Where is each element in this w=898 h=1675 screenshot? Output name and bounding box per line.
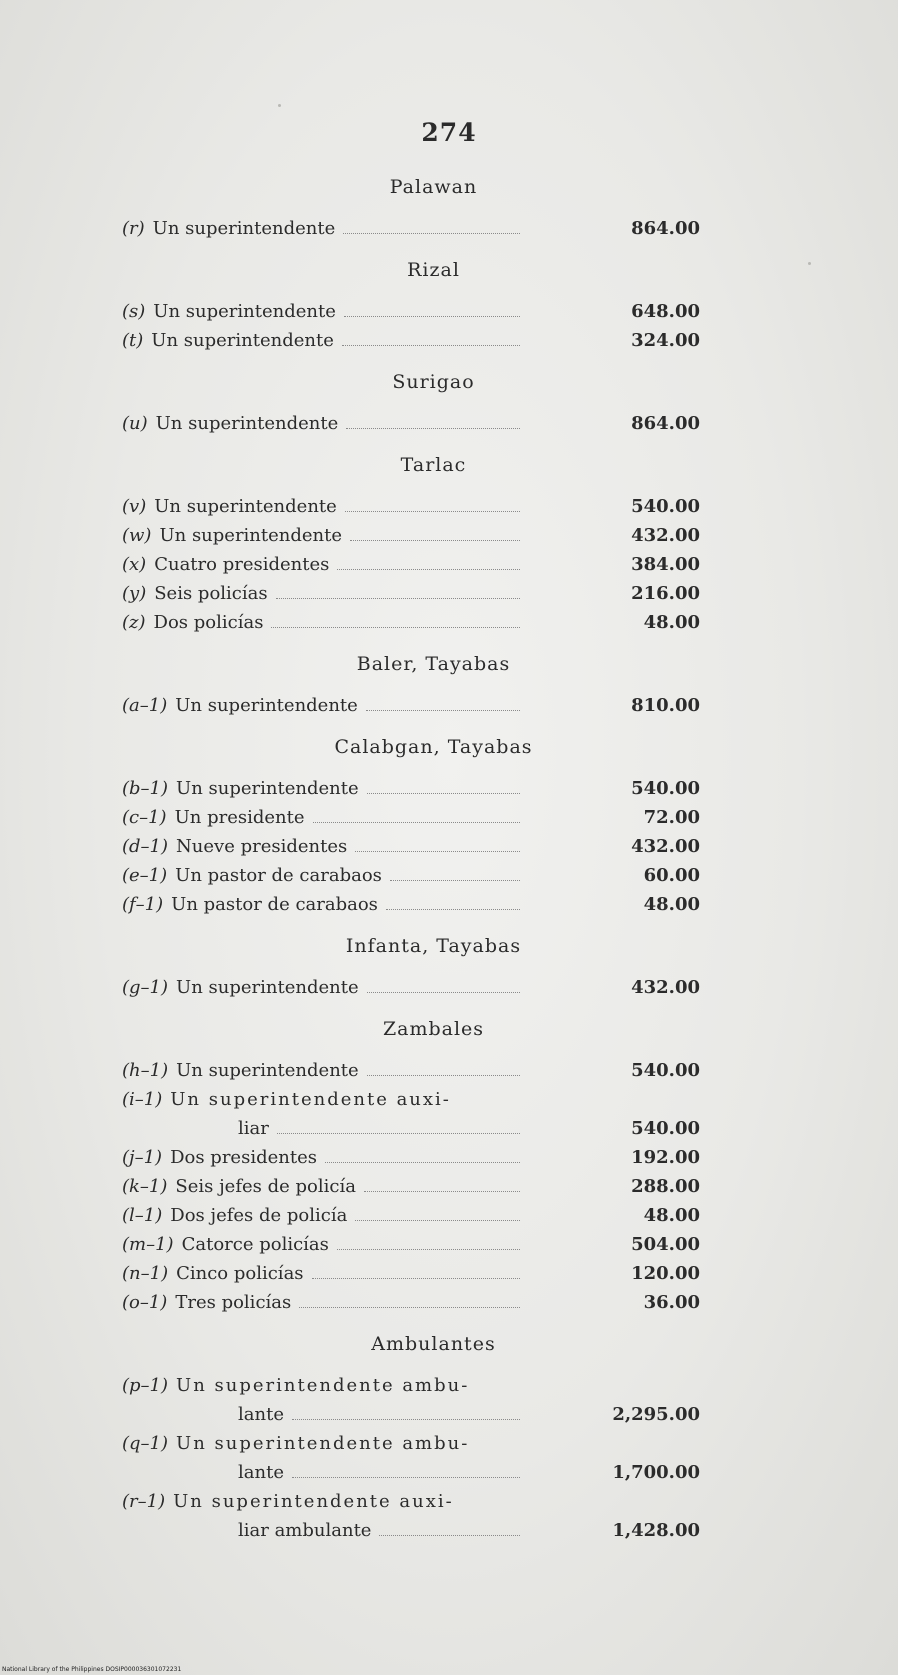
entry-description: Un superintendente [154, 496, 337, 517]
entry-tag: (f–1) [122, 894, 164, 915]
dot-leader [292, 1419, 520, 1420]
page-number: 274 [421, 118, 477, 147]
budget-entry [122, 579, 700, 608]
section-title: Rizal [407, 259, 460, 281]
budget-entry [122, 608, 700, 637]
entry-tag: (x) [122, 554, 147, 575]
budget-entry [122, 1487, 700, 1545]
budget-entry [122, 1288, 700, 1317]
section [122, 653, 700, 720]
dot-leader [379, 1535, 520, 1536]
entry-tag: (n–1) [122, 1263, 169, 1284]
entry-tag: (u) [122, 413, 148, 434]
entry-tag: (q–1) [122, 1433, 169, 1454]
budget-entry [122, 890, 700, 919]
dot-leader [366, 710, 520, 711]
section-title: Baler, Tayabas [356, 653, 511, 675]
dot-leader [277, 1133, 520, 1134]
dot-leader [364, 1191, 520, 1192]
entry-description: Un superintendente [151, 330, 334, 351]
entry-amount: 48.00 [643, 1205, 700, 1226]
budget-entry [122, 1259, 700, 1288]
budget-entry [122, 1429, 700, 1487]
entry-description: Un presidente [174, 807, 305, 828]
section-title: Ambulantes [371, 1333, 496, 1355]
dot-leader [367, 992, 520, 993]
entry-description: Un pastor de carabaos [171, 894, 378, 915]
paper-speck [278, 104, 281, 107]
dot-leader [355, 1220, 520, 1221]
entry-tag: (y) [122, 583, 147, 604]
budget-entry [122, 861, 700, 890]
budget-entry [122, 973, 700, 1002]
dot-leader [271, 627, 520, 628]
section [122, 1333, 700, 1545]
entry-amount: 648.00 [631, 301, 700, 322]
entry-tag: (s) [122, 301, 146, 322]
entry-amount: 864.00 [631, 413, 700, 434]
section [122, 736, 700, 919]
entry-amount: 36.00 [643, 1292, 700, 1313]
entry-amount: 192.00 [631, 1147, 700, 1168]
entry-description: Tres policías [175, 1292, 292, 1313]
entry-description: Un superintendente [176, 1060, 359, 1081]
entry-amount: 432.00 [631, 525, 700, 546]
entry-description: Un superintendente auxi- [170, 1089, 451, 1110]
section-title: Tarlac [400, 454, 467, 476]
budget-entry [122, 691, 700, 720]
dot-leader [299, 1307, 520, 1308]
dot-leader [344, 316, 520, 317]
dot-leader [313, 822, 521, 823]
entry-tag: (e–1) [122, 865, 168, 886]
section-title: Zambales [382, 1018, 485, 1040]
entry-description: Cinco policías [176, 1263, 304, 1284]
scan-footer: National Library of the Philippines DOSIP000036301072231 [2, 1666, 182, 1673]
budget-entry [122, 1085, 700, 1143]
entry-description-continued: lante [238, 1404, 284, 1425]
dot-leader [312, 1278, 520, 1279]
dot-leader [367, 1075, 520, 1076]
entry-tag: (k–1) [122, 1176, 168, 1197]
entry-tag: (t) [122, 330, 144, 351]
section [122, 371, 700, 438]
entry-amount: 120.00 [631, 1263, 700, 1284]
budget-entry [122, 803, 700, 832]
entry-tag: (w) [122, 525, 152, 546]
entry-amount: 384.00 [631, 554, 700, 575]
entry-description: Dos jefes de policía [170, 1205, 348, 1226]
entry-tag: (l–1) [122, 1205, 163, 1226]
section [122, 454, 700, 637]
entry-amount: 810.00 [631, 695, 700, 716]
entry-description: Un superintendente [152, 218, 336, 239]
entry-tag: (j–1) [122, 1147, 163, 1168]
section [122, 176, 700, 243]
section [122, 1018, 700, 1317]
entry-tag: (p–1) [122, 1375, 169, 1396]
entry-description: Un superintendente ambu- [176, 1433, 470, 1454]
entry-amount: 432.00 [631, 836, 700, 857]
entry-amount: 288.00 [631, 1176, 700, 1197]
dot-leader [345, 511, 520, 512]
dot-leader [343, 233, 520, 234]
entry-amount: 540.00 [631, 496, 700, 517]
entry-amount: 504.00 [631, 1234, 700, 1255]
entry-amount: 540.00 [631, 778, 700, 799]
entry-tag: (r) [122, 218, 145, 239]
entry-description: Nueve presidentes [176, 836, 348, 857]
budget-entry [122, 832, 700, 861]
dot-leader [337, 569, 520, 570]
dot-leader [390, 880, 520, 881]
section-title: Infanta, Tayabas [345, 935, 522, 957]
entry-tag: (i–1) [122, 1089, 163, 1110]
entry-amount: 60.00 [643, 865, 700, 886]
budget-entry [122, 214, 700, 243]
entry-amount: 72.00 [643, 807, 700, 828]
entry-amount: 432.00 [631, 977, 700, 998]
entry-tag: (m–1) [122, 1234, 174, 1255]
entry-description: Un superintendente auxi- [173, 1491, 454, 1512]
budget-entry [122, 521, 700, 550]
budget-entry [122, 1230, 700, 1259]
entry-description-continued: liar ambulante [238, 1520, 372, 1541]
entry-description: Dos policías [153, 612, 264, 633]
dot-leader [346, 428, 520, 429]
dot-leader [350, 540, 520, 541]
entry-description-continued: liar [238, 1118, 269, 1139]
dot-leader [355, 851, 520, 852]
entry-description-continued: lante [238, 1462, 284, 1483]
entry-tag: (g–1) [122, 977, 169, 998]
entry-tag: (z) [122, 612, 146, 633]
entry-amount: 864.00 [631, 218, 700, 239]
budget-entry [122, 1371, 700, 1429]
entry-tag: (h–1) [122, 1060, 169, 1081]
entry-description: Un superintendente [176, 977, 359, 998]
entry-description: Seis policías [154, 583, 268, 604]
budget-entry [122, 409, 700, 438]
dot-leader [386, 909, 520, 910]
entry-tag: (r–1) [122, 1491, 166, 1512]
entry-amount: 2,295.00 [612, 1404, 700, 1425]
entry-description: Un superintendente [159, 525, 343, 546]
entry-amount: 540.00 [631, 1060, 700, 1081]
budget-entry [122, 1172, 700, 1201]
budget-listing [122, 176, 700, 1561]
entry-description: Un superintendente [155, 413, 339, 434]
section-title: Calabgan, Tayabas [334, 736, 533, 758]
entry-description: Seis jefes de policía [175, 1176, 356, 1197]
budget-entry [122, 1056, 700, 1085]
entry-description: Dos presidentes [170, 1147, 317, 1168]
paper-speck [808, 262, 811, 265]
entry-amount: 324.00 [631, 330, 700, 351]
entry-tag: (d–1) [122, 836, 169, 857]
entry-tag: (c–1) [122, 807, 167, 828]
entry-tag: (v) [122, 496, 147, 517]
entry-description: Un superintendente [176, 778, 359, 799]
budget-entry [122, 326, 700, 355]
budget-entry [122, 492, 700, 521]
entry-amount: 1,428.00 [612, 1520, 700, 1541]
entry-amount: 216.00 [631, 583, 700, 604]
entry-tag: (o–1) [122, 1292, 168, 1313]
budget-entry [122, 1143, 700, 1172]
entry-description: Un superintendente [175, 695, 358, 716]
section [122, 259, 700, 355]
budget-entry [122, 297, 700, 326]
entry-amount: 48.00 [643, 612, 700, 633]
entry-description: Un superintendente [153, 301, 336, 322]
dot-leader [325, 1162, 520, 1163]
entry-description: Un pastor de carabaos [175, 865, 382, 886]
dot-leader [337, 1249, 520, 1250]
budget-entry [122, 774, 700, 803]
budget-entry [122, 550, 700, 579]
section-title: Surigao [392, 371, 475, 393]
entry-tag: (b–1) [122, 778, 169, 799]
entry-description: Cuatro presidentes [154, 554, 330, 575]
entry-amount: 540.00 [631, 1118, 700, 1139]
entry-description: Catorce policías [181, 1234, 329, 1255]
section [122, 935, 700, 1002]
entry-description: Un superintendente ambu- [176, 1375, 470, 1396]
dot-leader [292, 1477, 520, 1478]
entry-tag: (a–1) [122, 695, 168, 716]
entry-amount: 1,700.00 [612, 1462, 700, 1483]
section-title: Palawan [389, 176, 478, 198]
entry-amount: 48.00 [643, 894, 700, 915]
dot-leader [276, 598, 520, 599]
budget-entry [122, 1201, 700, 1230]
dot-leader [367, 793, 520, 794]
dot-leader [342, 345, 520, 346]
